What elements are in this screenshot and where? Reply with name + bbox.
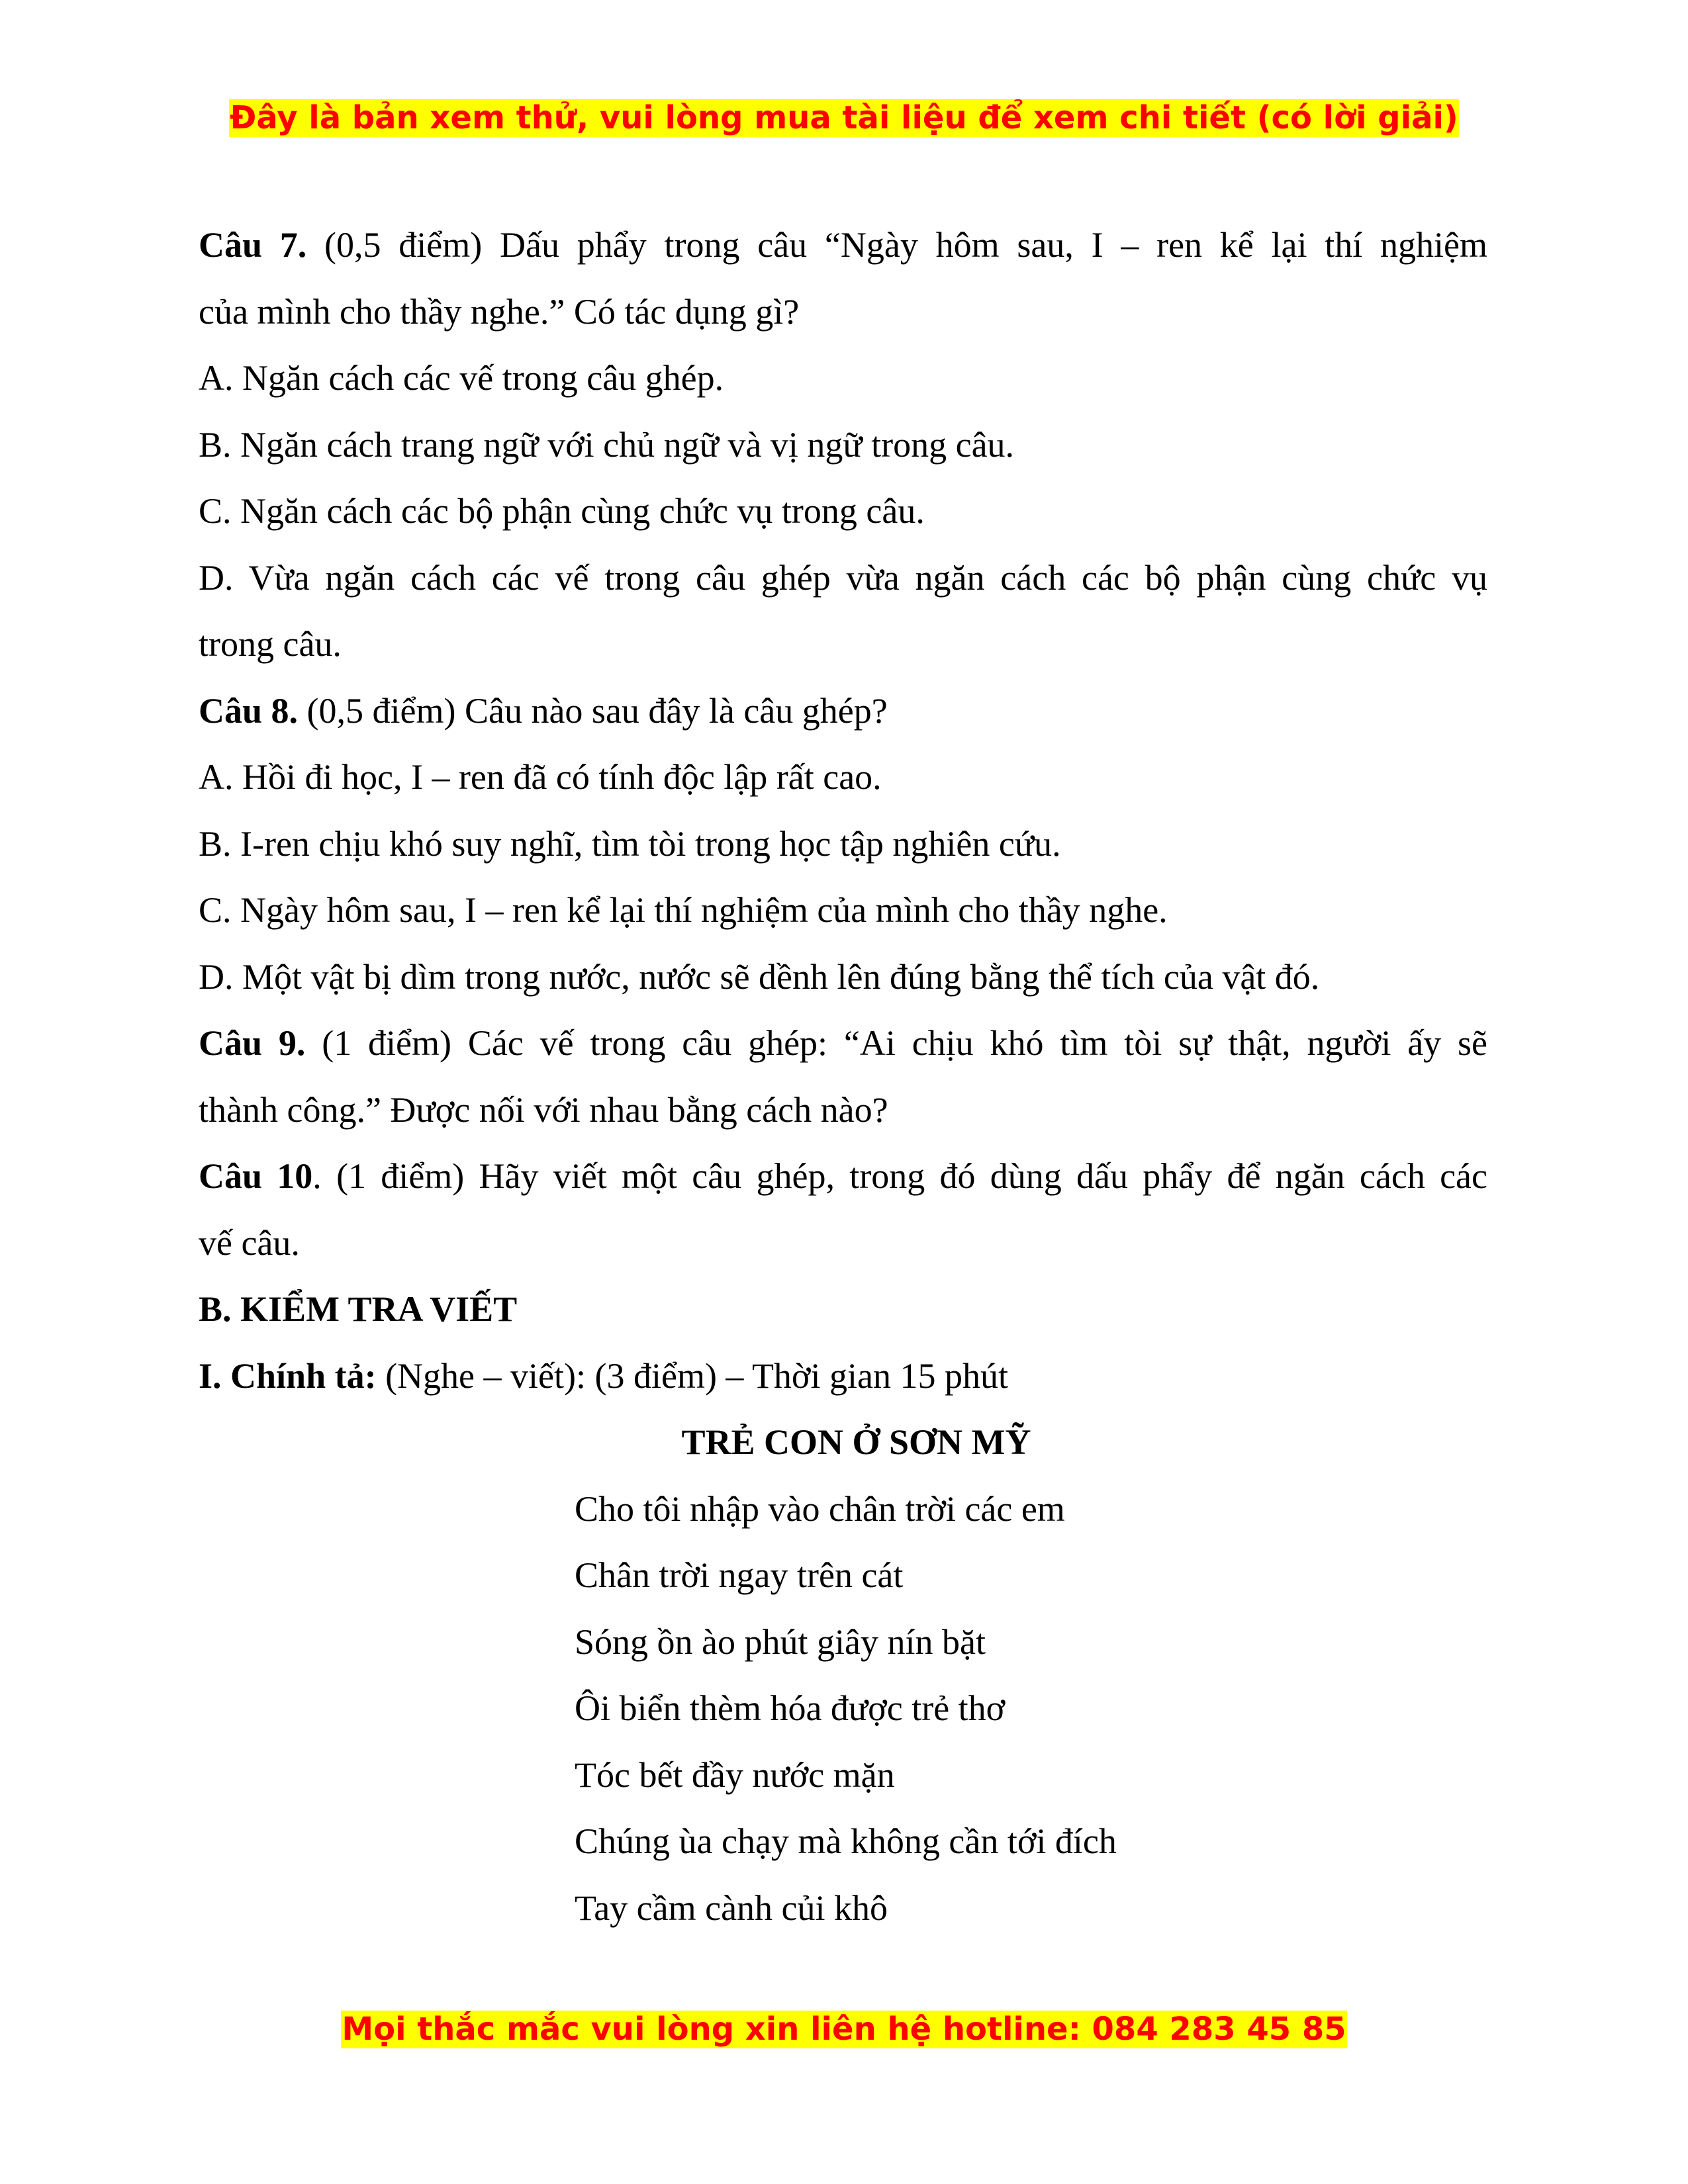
poem-line: Tay cầm cành củi khô (575, 1888, 888, 1928)
question-8-label: Câu 8. (199, 690, 299, 731)
question-8-option-d: D. Một vật bị dìm trong nước, nước sẽ dềnh lên đúng bằng thể tích của vật đó. (199, 956, 1320, 997)
dictation-text: (Nghe – viết): (3 điểm) – Thời gian 15 phút (376, 1355, 1008, 1396)
question-7-prompt-line2: của mình cho thầy nghe.” Có tác dụng gì? (199, 291, 800, 332)
question-9-prompt-line1 (199, 1010, 1487, 1077)
question-10-text: . (1 điểm) Hãy viết một câu ghép, trong đó dùng dấu phẩy để ngăn cách các (312, 1156, 1487, 1196)
question-9-label: Câu 9. (199, 1023, 306, 1063)
poem-body (199, 1476, 1487, 1942)
question-10-label: Câu 10 (199, 1156, 313, 1196)
question-9 (199, 1010, 1487, 1143)
poem-line: Sóng ồn ào phút giây nín bặt (575, 1621, 986, 1662)
dictation-label: I. Chính tả: (199, 1355, 377, 1396)
preview-notice-banner (0, 99, 1688, 137)
question-7-option-a: A. Ngăn cách các vế trong câu ghép. (199, 358, 724, 398)
document-body (199, 212, 1487, 1941)
question-8-option-b: B. I-ren chịu khó suy nghĩ, tìm tòi trong học tập nghiên cứu. (199, 823, 1061, 864)
poem-title: TRẺ CON Ở SƠN MỸ (681, 1422, 1031, 1462)
question-9-text: (1 điểm) Các vế trong câu ghép: “Ai chịu khó tìm tòi sự thật, người ấy sẽ (305, 1023, 1487, 1063)
question-7 (199, 212, 1487, 678)
question-8-option-c: C. Ngày hôm sau, I – ren kể lại thí nghiệm của mình cho thầy nghe. (199, 890, 1168, 930)
preview-notice-text: Đây là bản xem thử, vui lòng mua tài liệu để xem chi tiết (có lời giải) (230, 99, 1458, 136)
question-8 (199, 678, 1487, 1011)
question-7-prompt-line1 (199, 212, 1487, 279)
hotline-text: Mọi thắc mắc vui lòng xin liên hệ hotline: 084 283 45 85 (342, 2011, 1346, 2048)
poem-line: Cho tôi nhập vào chân trời các em (575, 1488, 1065, 1529)
dictation-instruction (199, 1343, 1487, 1410)
question-10-prompt-line2: vế câu. (199, 1222, 300, 1263)
poem-line: Chân trời ngay trên cát (575, 1555, 904, 1595)
question-7-option-d-line2: trong câu. (199, 624, 342, 664)
question-8-prompt (199, 678, 1487, 745)
poem-line: Chúng ùa chạy mà không cần tới đích (575, 1821, 1117, 1861)
question-7-text: (0,5 điểm) Dấu phẩy trong câu “Ngày hôm sau, I – ren kể lại thí nghiệm (306, 225, 1487, 265)
section-b-heading: B. KIỂM TRA VIẾT (199, 1289, 518, 1329)
hotline-banner (0, 2011, 1688, 2048)
question-7-option-d-line1: D. Vừa ngăn cách các vế trong câu ghép vừa ngăn cách các bộ phận cùng chức vụ (199, 557, 1487, 598)
poem-line: Tóc bết đầy nước mặn (575, 1754, 895, 1795)
question-9-prompt-line2: thành công.” Được nối với nhau bằng cách nào? (199, 1089, 888, 1130)
poem-line: Ôi biển thèm hóa được trẻ thơ (575, 1688, 1006, 1728)
question-8-text: (0,5 điểm) Câu nào sau đây là câu ghép? (298, 690, 888, 731)
question-7-option-c: C. Ngăn cách các bộ phận cùng chức vụ trong câu. (199, 491, 925, 531)
question-7-label: Câu 7. (199, 225, 307, 265)
question-7-option-b: B. Ngăn cách trang ngữ với chủ ngữ và vị ngữ trong câu. (199, 424, 1015, 465)
question-10 (199, 1143, 1487, 1276)
question-10-prompt-line1 (199, 1143, 1487, 1210)
question-8-option-a: A. Hồi đi học, I – ren đã có tính độc lập rất cao. (199, 757, 882, 797)
